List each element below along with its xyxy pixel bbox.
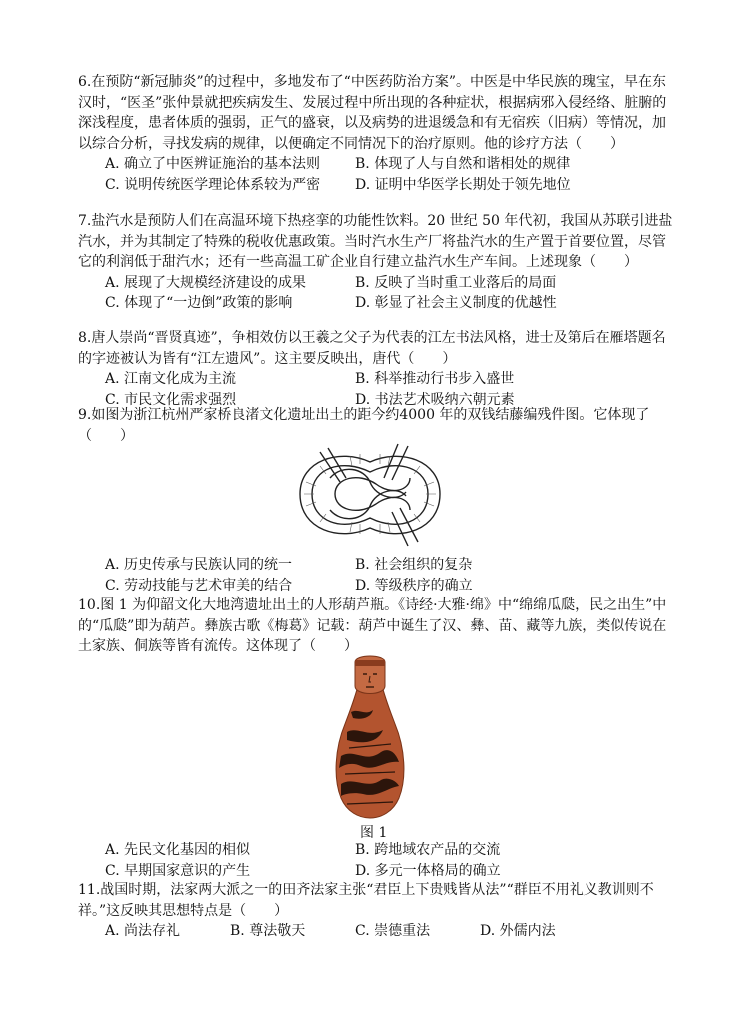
option-d: D. 书法艺术吸纳六朝元素 [355,391,515,408]
question-10-options [78,840,678,881]
option-c: C. 崇德重法 [355,923,431,939]
option-c: C. 说明传统医学理论体系较为严密 [105,176,321,193]
options [105,921,678,942]
option-c: C. 市民文化需求强烈 [105,391,237,408]
question-stem: 11.战国时期，法家两大派之一的田齐法家主张“君臣上下贵贱皆从法”“群臣不用礼义教训则不祥。”这反映其思想特点是（ ） [78,882,654,919]
option-c: C. 早期国家意识的产生 [105,862,251,879]
options [105,154,678,195]
question-stem: 7.盐汽水是预防人们在高温环境下热痉挛的功能性饮料。20 世纪 50 年代初，我国从苏联引进盐汽水，并为其制定了特殊的税收优惠政策。当时汽水生产厂将盐汽水的生产置于首要位置，尽管它的利润低于甜汽水；还有一些高温工矿企业自行建立盐汽水生产车间。上述现象（ ） [78,213,673,270]
option-d: D. 证明中华医学长期处于领先地位 [355,176,571,193]
option-a: A. 历史传承与民族认同的统一 [105,557,293,573]
question-7 [78,211,678,314]
double-coin-knot-rattan-figure [280,442,460,548]
option-c: C. 体现了“一边倒”政策的影响 [105,295,293,311]
question-6 [78,72,678,195]
options [105,273,678,314]
options [105,840,678,881]
option-c: C. 劳动技能与艺术审美的结合 [105,577,293,594]
question-stem: 9.如图为浙江杭州严家桥良渚文化遗址出土的距今约4000 年的双钱结藤编残件图。它体现了（ ） [78,407,650,444]
option-d: D. 彰显了社会主义制度的优越性 [355,295,557,311]
option-a: A. 确立了中医辨证施治的基本法则 [105,156,321,172]
question-stem: 10.图 1 为仰韶文化大地湾遗址出土的人形葫芦瓶。《诗经·大雅·绵》中“绵绵瓜瓞，民之出生”中的“瓜瓞”即为葫芦。彝族古歌《梅葛》记载：葫芦中诞生了汉、彝、苗、藏等九族，类似传说在土家族、侗族等皆有流传。这体现了（ ） [78,597,667,654]
option-d: D. 等级秩序的确立 [355,577,473,594]
question-9 [78,405,678,446]
option-d: D. 外儒内法 [480,923,556,939]
option-a: A. 尚法存礼 [105,923,181,939]
option-b: B. 体现了人与自然和谐相处的规律 [355,156,571,172]
option-b: B. 科举推动行书步入盛世 [355,371,515,387]
question-stem: 8.唐人崇尚“晋贤真迹”，争相效仿以王羲之父子为代表的江左书法风格，进士及第后在雁塔题名的字迹被认为皆有“江左遗风”。这主要反映出，唐代（ ） [78,330,666,367]
option-b: B. 社会组织的复杂 [355,557,473,573]
option-b: B. 反映了当时重工业落后的局面 [355,274,557,291]
figure-caption: 图 1 [360,825,388,841]
option-a: A. 江南文化成为主流 [105,371,237,387]
question-9-options [78,555,678,596]
question-stem: 6.在预防“新冠肺炎”的过程中，多地发布了“中医药防治方案”。中医是中华民族的瑰宝，早在东汉时，“医圣”张仲景就把疾病发生、发展过程中所出现的各种症状，根据病邪入侵经络、脏腑的深浅程度，患者体质的强弱，正气的盛衰，以及病势的进退缓急和有无宿疾（旧病）等情况，加以综合分析，寻找发病的规律，以便确定不同情况下的治疗原则。他的诊疗方法（ ） [78,74,667,152]
options [105,369,678,410]
question-10 [78,595,678,657]
option-a: A. 先民文化基因的相似 [105,842,251,858]
option-a: A. 展现了大规模经济建设的成果 [105,274,307,291]
question-11 [78,880,678,942]
option-b: B. 尊法敬天 [230,923,306,939]
option-b: B. 跨地域农产品的交流 [355,842,501,858]
question-8 [78,328,678,410]
options [105,555,678,596]
option-d: D. 多元一体格局的确立 [355,862,501,879]
human-head-gourd-vase-figure [325,652,415,820]
